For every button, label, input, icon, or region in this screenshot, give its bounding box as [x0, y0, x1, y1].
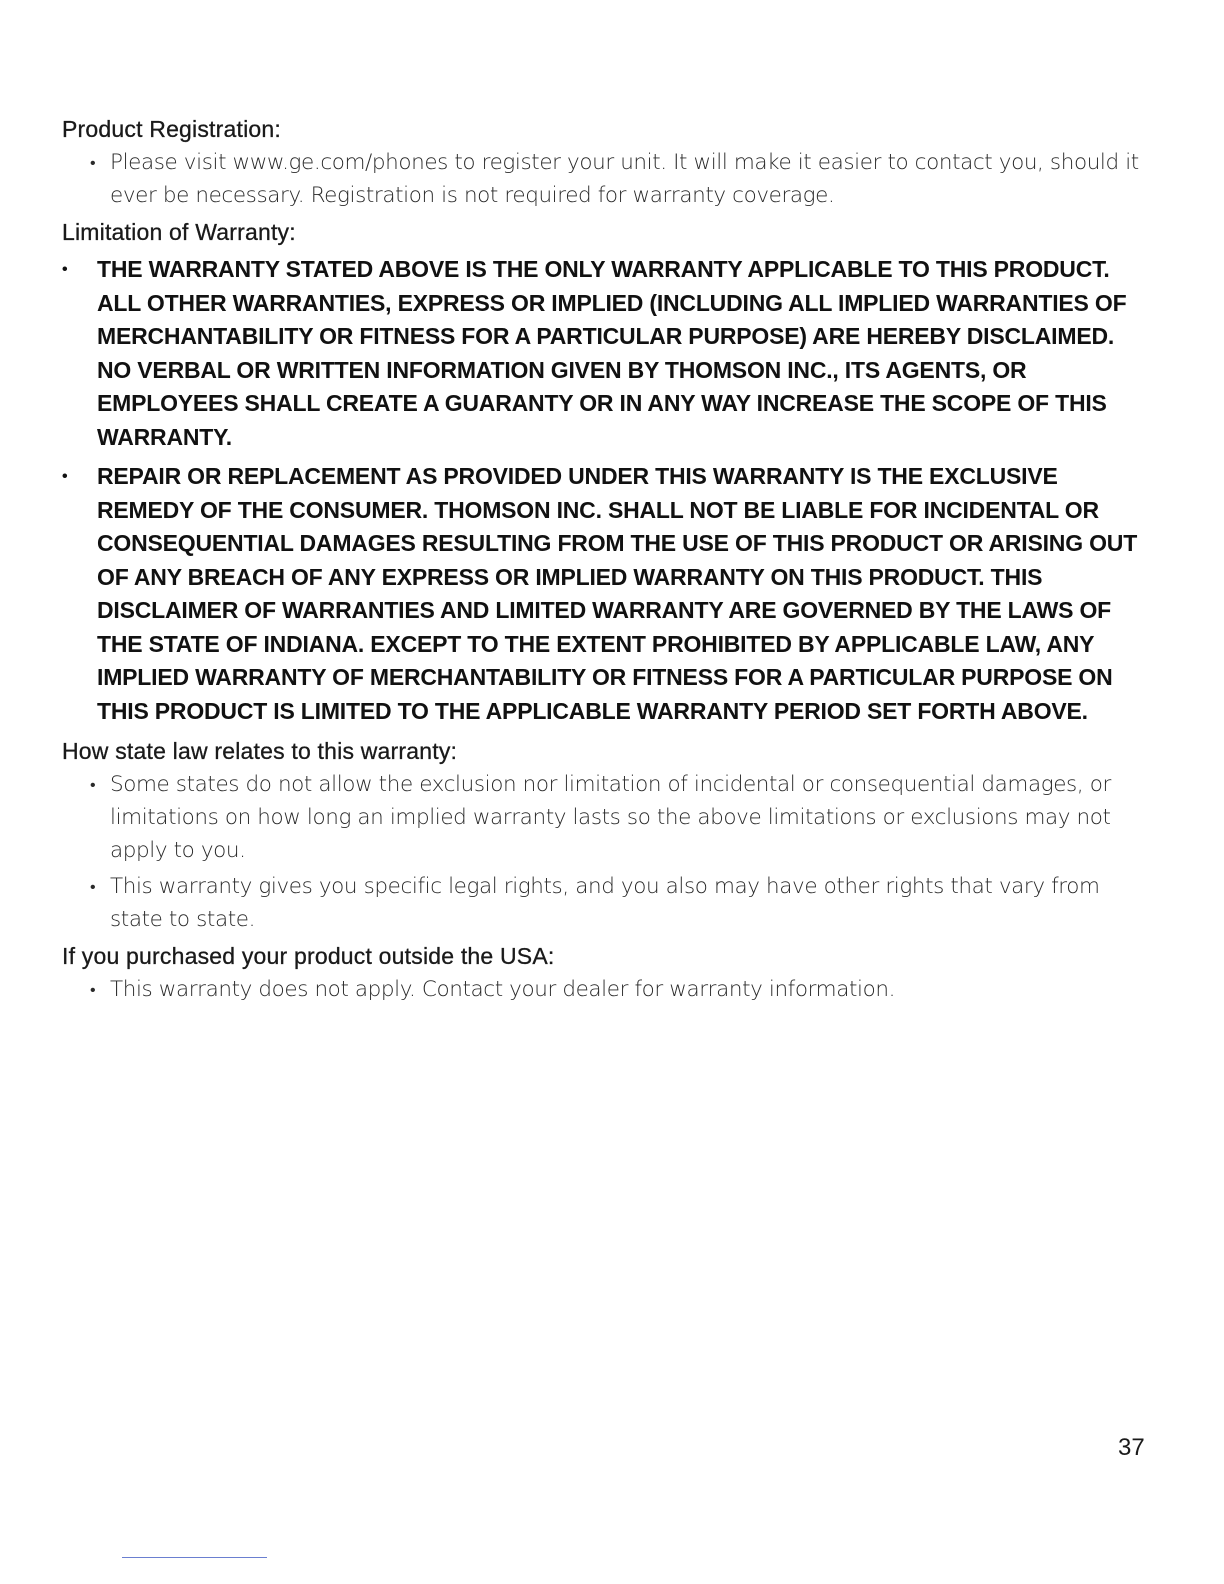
list-item	[62, 253, 1152, 454]
registration-heading: Product Registration:	[62, 116, 281, 142]
state-law-text-1: Some states do not allow the exclusion nor limitation of incidental or consequential damages, or limitations on how long an implied warranty lasts so the above limitations or exclusions may not apply to you.	[110, 772, 1111, 863]
bullet-icon: •	[90, 877, 96, 896]
bullet-icon: •	[90, 980, 96, 999]
list-item	[62, 460, 1152, 728]
list-item	[90, 768, 1152, 867]
state-law-list	[62, 768, 1152, 936]
list-item	[90, 870, 1152, 936]
limitation-heading: Limitation of Warranty:	[62, 219, 296, 245]
list-item	[90, 146, 1152, 212]
registration-text: Please visit www.ge.com/phones to register your unit. It will make it easier to contact you, should it ever be necessary. Registration is not required for warranty coverage.	[110, 150, 1139, 208]
limitation-text-1: THE WARRANTY STATED ABOVE IS THE ONLY WARRANTY APPLICABLE TO THIS PRODUCT. ALL OTHER WARRANTIES, EXPRESS OR IMPLIED (INCLUDING ALL IMPLIED WARRANTIES OF MERCHANTABILITY OR FITNESS FOR A PARTICULAR PURPOSE) ARE HEREBY DISCLAIMED. NO VERBAL OR WRITTEN INFORMATION GIVEN BY THOMSON INC., ITS AGENTS, OR EMPLOYEES SHALL CREATE A GUARANTY OR IN ANY WAY INCREASE THE SCOPE OF THIS WARRANTY.	[97, 256, 1127, 450]
bullet-icon: •	[62, 468, 68, 485]
bullet-icon: •	[62, 261, 68, 278]
state-law-heading: How state law relates to this warranty:	[62, 738, 458, 764]
outside-usa-text: This warranty does not apply. Contact your dealer for warranty information.	[110, 977, 896, 1002]
limitation-list	[62, 253, 1152, 728]
limitation-text-2: REPAIR OR REPLACEMENT AS PROVIDED UNDER THIS WARRANTY IS THE EXCLUSIVE REMEDY OF THE CONSUMER. THOMSON INC. SHALL NOT BE LIABLE FOR INCIDENTAL OR CONSEQUENTIAL DAMAGES RESULTING FROM THE USE OF THIS PRODUCT OR ARISING OUT OF ANY BREACH OF ANY EXPRESS OR IMPLIED WARRANTY ON THIS PRODUCT. THIS DISCLAIMER OF WARRANTIES AND LIMITED WARRANTY ARE GOVERNED BY THE LAWS OF THE STATE OF INDIANA. EXCEPT TO THE EXTENT PROHIBITED BY APPLICABLE LAW, ANY IMPLIED WARRANTY OF MERCHANTABILITY OR FITNESS FOR A PARTICULAR PURPOSE ON THIS PRODUCT IS LIMITED TO THE APPLICABLE WARRANTY PERIOD SET FORTH ABOVE.	[97, 463, 1138, 724]
outside-usa-heading: If you purchased your product outside the USA:	[62, 943, 555, 969]
bullet-icon: •	[90, 153, 96, 172]
state-law-text-2: This warranty gives you specific legal rights, and you also may have other rights that vary from state to state.	[110, 874, 1100, 932]
list-item	[90, 973, 1152, 1006]
footer-divider	[122, 1557, 267, 1558]
page-number: 37	[1118, 1434, 1145, 1461]
page-content	[62, 112, 1152, 1009]
outside-usa-list	[62, 973, 1152, 1006]
registration-list	[62, 146, 1152, 212]
bullet-icon: •	[90, 775, 96, 794]
